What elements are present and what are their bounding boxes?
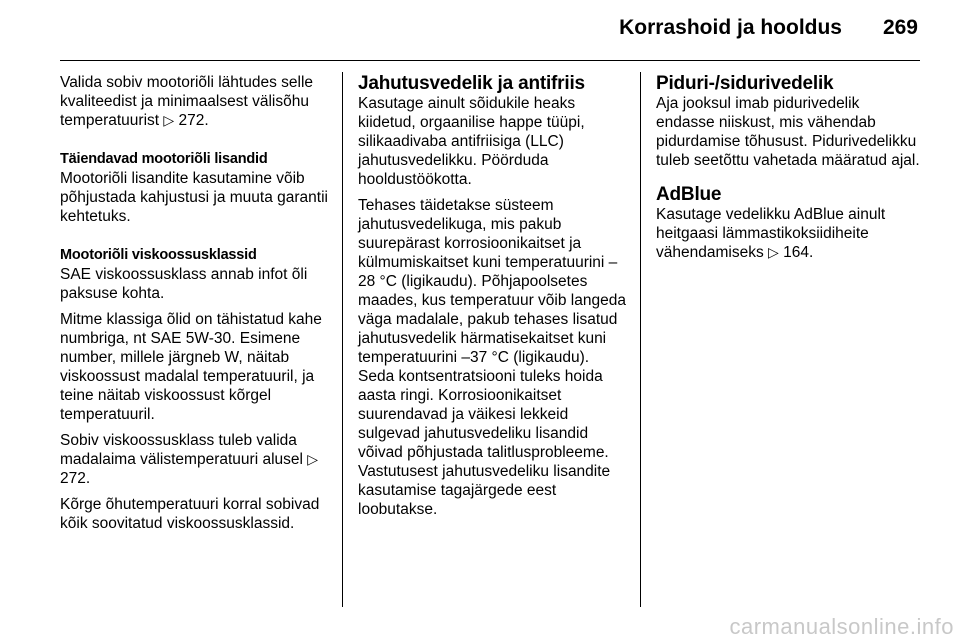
page-number: 269 [882,16,918,39]
paragraph: Mootoriõli lisandite kasutamine võib põhjustada kahjustusi ja muuta garantii kehtetuks. [60,170,328,225]
paragraph-text: Kasutage vedelikku AdBlue ainult heitgaasi lämmastikoksiidiheite vähendamiseks [656,206,886,261]
paragraph: Kasutage ainult sõidukile heaks kiidetud, orgaanilise happe tüüpi, silikaadivaba antifriisiga (LLC) jahutusvedelikku. Pöörduda hooldustöökotta. [358,95,585,188]
watermark: carmanualsonline.info [729,614,954,639]
paragraph: Tehases täidetakse süsteem jahutusvedelikuga, mis pakub suurepärast korrosioonikaitset ja külmumiskaitset kuni temperatuurini –28 °C (ligikaudu). Põhjapoolsetes maades, kus temperatuur võib langeda väga madalale, pakub tehases lisatud jahutusvedelik härmatisekaitset kuni temperatuurini –37 °C (ligikaudu). Seda kontsentratsiooni tuleks hoida aasta ringi. Korrosioonikaitset suurendavad ja väikesi lekkeid sulgevad jahutusvedeliku lisandid võivad põhjustada talitlusprobleeme. Vastutusest jahutusvedeliku lisandite kasutamise tagajärgede eest loobutakse. [358,197,626,518]
column-right [656,73,922,269]
page-reference[interactable]: 164. [783,244,814,261]
paragraph-text: Sobiv viskoossusklass tuleb valida madalaima välistemperatuuri alusel [60,432,303,468]
paragraph: Aja jooksul imab pidurivedelik endasse niiskust, mis vähendab pidurdamise tõhusust. Pidurivedelikku tuleb seetõttu vahetada määratud ajal. [656,95,920,169]
paragraph: Kõrge õhutemperatuuri korral sobivad kõik soovitatud viskoossusklassid. [60,496,320,532]
page-reference-icon: ▷ [307,451,319,467]
section-heading: Piduri-/sidurivedelik [656,73,834,94]
paragraph: SAE viskoossusklass annab infot õli paksuse kohta. [60,266,308,302]
section-heading: AdBlue [656,184,722,205]
paragraph [60,431,332,488]
subheading: Täiendavad mootoriõli lisandid [60,151,268,167]
page-reference[interactable]: 272. [178,112,209,129]
paragraph-text: Valida sobiv mootoriõli lähtudes selle kvaliteedist ja minimaalsest välisõhu temperatuurist [60,74,314,129]
column-middle [358,73,626,526]
paragraph: Mitme klassiga õlid on tähistatud kahe numbriga, nt SAE 5W-30. Esimene number, millele järgneb W, näitab viskoossust madalal temperatuuril, ja teine näitab viskoossust kõrgel temperatuuril. [60,311,322,423]
header-divider [60,60,920,61]
subheading: Mootoriõli viskoossusklassid [60,247,257,263]
column-left [60,73,332,540]
page-reference-icon: ▷ [768,244,779,260]
paragraph [656,205,922,262]
column-divider-right [640,72,641,607]
paragraph [60,73,332,130]
page-reference[interactable]: 272. [60,470,91,487]
page-header [60,0,920,61]
header-title: Korrashoid ja hooldus [619,16,842,39]
page-reference-icon: ▷ [163,112,175,128]
column-divider-left [342,72,343,607]
section-heading: Jahutusvedelik ja antifriis [358,73,585,94]
